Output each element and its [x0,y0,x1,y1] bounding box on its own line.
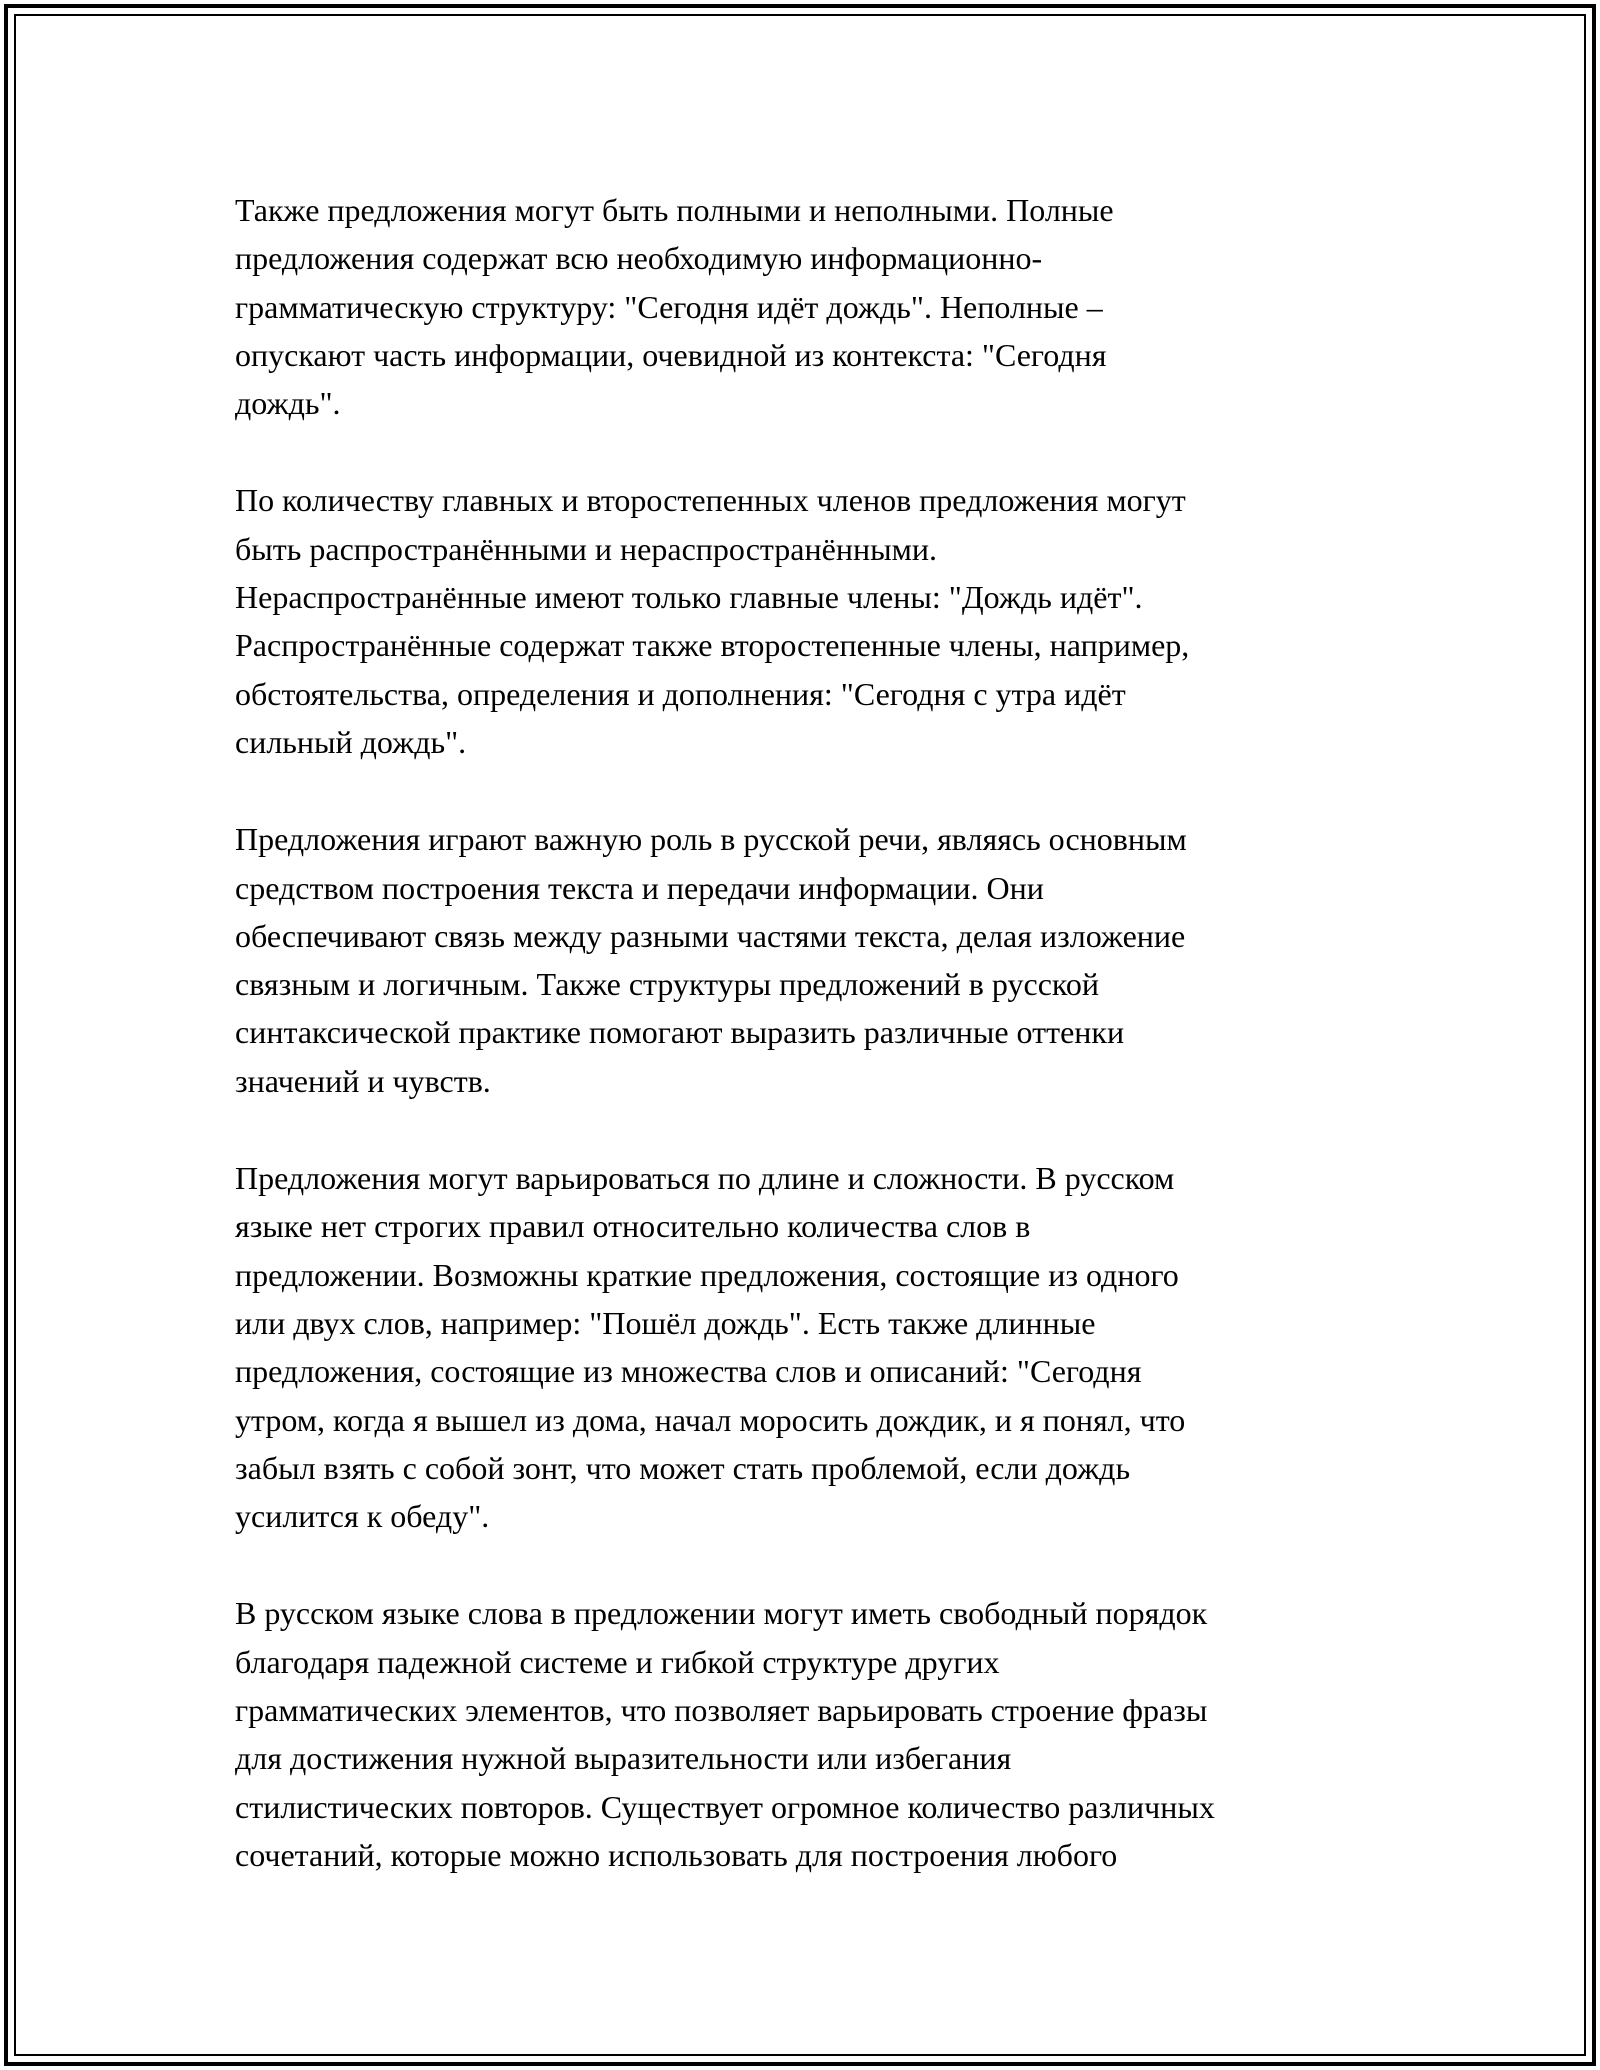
paragraph-complete-incomplete [235,186,1375,427]
text-line: По количеству главных и второстепенных членов предложения могут [235,482,1186,519]
text-line: связным и логичным. Также структуры предложений в русской [235,966,1099,1003]
text-line: грамматическую структуру: "Сегодня идёт дождь". Неполные – [235,288,1103,325]
text-line: грамматических элементов, что позволяет варьировать строение фразы [235,1692,1208,1729]
text-line: обстоятельства, определения и дополнения: "Сегодня с утра идёт [235,675,1126,712]
text-line: средством построения текста и передачи информации. Они [235,869,1044,906]
text-line: дождь". [235,385,341,422]
text-line: сильный дождь". [235,723,467,760]
text-line: быть распространёнными и нераспространёнными. [235,530,937,567]
text-line: синтаксической практике помогают выразить различные оттенки [235,1014,1125,1051]
text-line: стилистических повторов. Существует огромное количество различных [235,1788,1215,1825]
text-line: обеспечивают связь между разными частями текста, делая изложение [235,917,1186,954]
text-line: Также предложения могут быть полными и неполными. Полные [235,192,1114,228]
text-line: забыл взять с собой зонт, что может стать проблемой, если дождь [235,1449,1131,1486]
text-line: сочетаний, которые можно использовать для построения любого [235,1836,1118,1873]
text-line: благодаря падежной системе и гибкой структуре других [235,1643,1000,1680]
text-line: предложения, состоящие из множества слов и описаний: "Сегодня [235,1353,1142,1390]
paragraph-word-order [235,1589,1375,1879]
text-line: Предложения играют важную роль в русской речи, являясь основным [235,821,1187,858]
text-line: языке нет строгих правил относительно количества слов в [235,1208,1031,1245]
text-line: опускают часть информации, очевидной из контекста: "Сегодня [235,336,1107,373]
text-line: утром, когда я вышел из дома, начал моросить дождик, и я понял, что [235,1401,1186,1438]
text-line: Распространённые содержат также второстепенные члены, например, [235,627,1190,664]
paragraph-extended-unextended [235,476,1375,766]
text-line: значений и чувств. [235,1062,491,1099]
text-line: для достижения нужной выразительности или избегания [235,1740,1012,1777]
text-line: предложении. Возможны краткие предложения, состоящие из одного [235,1256,1179,1293]
text-line: В русском языке слова в предложении могут иметь свободный порядок [235,1595,1208,1632]
paragraph-length-complexity [235,1154,1375,1540]
text-line: предложения содержат всю необходимую информационно- [235,240,1043,277]
text-line: Предложения могут варьироваться по длине и сложности. В русском [235,1160,1175,1197]
text-line: усилится к обеду". [235,1498,490,1535]
text-line: или двух слов, например: "Пошёл дождь". Есть также длинные [235,1304,1096,1341]
paragraph-role-in-speech [235,815,1375,1105]
document-body [235,186,1375,1928]
text-line: Нераспространённые имеют только главные члены: "Дождь идёт". [235,579,1143,616]
